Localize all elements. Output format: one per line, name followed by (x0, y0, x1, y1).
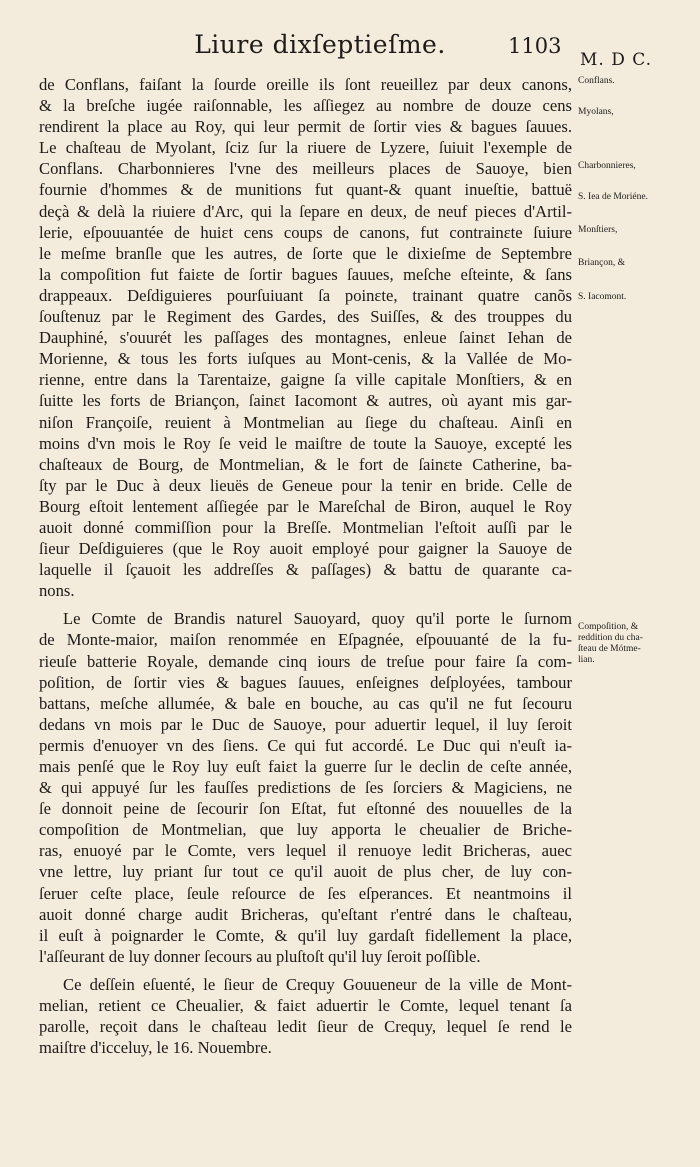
text-line: & qui appuyé ſur les fauſſes prediɛtions de ſes ſorciers & Magiciens, ne (39, 778, 572, 798)
text-line: maiſtre d'icceluy, le 16. Nouembre. (39, 1038, 272, 1058)
text-line: Le Comte de Brandis naturel Sauoyard, quoy qu'il porte le ſurnom (63, 609, 572, 629)
text-line: de Conflans, faiſant la ſourde oreille ils ſont reueillez par deux canons, (39, 75, 572, 94)
text-line: ſty par le Duc à deux lieuës de Geneue pour la tenir en bride. Celle de (39, 475, 572, 495)
text-line: il euſt à poignarder le Comte, & qu'il luy gardaſt fidellement la place, (39, 925, 572, 945)
text-line: ſuitte les forts de Briançon, ſainɛt Iacomont & autres, où ayant mis gar- (39, 391, 572, 411)
text-line: Dauphiné, s'ouurét les paſſages des montagnes, enleue ſainɛt Iehan de (39, 328, 572, 348)
text-line: deçà & delà la riuiere d'Arc, qui la ſepare en deux, de neuf pieces d'Artil- (39, 201, 572, 221)
text-line: rendirent la place au Roy, qui leur permit de ſortir vies & bagues ſauues. (39, 117, 572, 137)
text-line: laquelle il ſçauoit les addreſſes & paſſages) & battu de quarante ca- (39, 560, 572, 580)
text-line: parolle, reçoit dans le chaſteau ledit ſieur de Crequy, lequel ſe rend le (39, 1017, 572, 1037)
paragraph-gap (39, 967, 572, 974)
text-line: de Monte-maior, maiſon renommée en Eſpagnée, eſpouuanté de la fu- (39, 630, 572, 650)
text-line: moins d'vn mois le Roy ſe veid le maiſtre de toute la Sauoye, excepté les (39, 433, 572, 453)
margin-note: Briançon, & (578, 258, 625, 268)
margin-note: S. Iea de Moriéne. (578, 192, 648, 202)
running-head-year: M. D C. (580, 50, 653, 70)
chapter-heading: Liure dixſeptieſme. (194, 30, 446, 59)
text-line: l'aſſeurant de luy donner ſecours au pluſtoſt qu'il luy ſeroit poſſible. (39, 946, 481, 966)
text-line: poſition, de ſortir vies & bagues ſauues, enſeignes deſployées, tambour (39, 672, 572, 692)
text-line: ſouſtenuz par le Regiment des Gardes, des Suiſſes, & des trouppes du (39, 307, 572, 327)
text-line: fournie d'hommes & de munitions fut quant-& quant inueſtie, battuë (39, 180, 572, 200)
text-line: Bourg eſtoit lentement aſſiegée par le Mareſchal de Biron, auquel le Roy (39, 496, 572, 516)
text-line: battans, meſche allumée, & bale en bouche, au cas qu'il ne fut ſecouru (39, 693, 572, 713)
text-line: compoſition de Montmelian, que luy apporta le cheualier de Briche- (39, 820, 572, 840)
paragraph-gap (39, 601, 572, 608)
margin-note: Charbonnieres, (578, 161, 636, 171)
text-line: & la breſche iugée raiſonnable, les aſſiegez au nombre de douze cens (39, 96, 572, 116)
text-line: Morienne, & tous les forts iuſques au Mont-cenis, & la Vallée de Mo- (39, 349, 572, 369)
text-line: auoit donné commiſſion pour la Breſſe. Montmelian l'eſtoit auſſi par le (39, 517, 572, 537)
text-line: ſe donnoit peine de ſecourir ſon Eſtat, fut eſtonné des nouuelles de la (39, 799, 572, 819)
margin-note: Conflans. (578, 76, 615, 86)
text-line: permis d'enuoyer vn des ſiens. Ce qui fut accordé. Le Duc qui n'euſt ia- (39, 735, 572, 755)
text-line: drappeaux. Deſdiguieres pourſuiuant ſa poinɛte, trainant quatre canõs (39, 285, 572, 305)
text-line: Le chaſteau de Myolant, ſciz ſur la riuere de Lyzere, ſuiuit l'exemple de (39, 138, 572, 158)
text-line: Conflans. Charbonnieres l'vne des meilleurs places de Sauoye, bien (39, 159, 572, 179)
margin-note: Monſtiers, (578, 225, 618, 235)
margin-note: Myolans, (578, 107, 614, 117)
text-line: Ce deſſein eſuenté, le ſieur de Crequy Gouueneur de la ville de Mont- (63, 974, 572, 994)
text-line: la compoſition fut faiɛte de ſortir bagues ſauues, meſche eſteinte, & ſans (39, 264, 572, 284)
text-line: nons. (39, 581, 75, 601)
text-line: le meſme branſle que les autres, de ſorte que le dixieſme de Septembre (39, 243, 572, 263)
text-line: mais penſé que le Roy luy euſt faiɛt la guerre ſur le declin de ceſte année, (39, 757, 572, 776)
text-line: niſon Françoiſe, reuient à Montmelian au ſiege du chaſteau. Ainſi en (39, 412, 572, 432)
text-line: ras, enuoyé par le Comte, vers lequel il renuoye ledit Bricheras, auec (39, 841, 572, 861)
margin-note: S. Iacomont. (578, 292, 627, 302)
text-line: auoit donné charge audit Bricheras, qu'eſtant r'entré dans le chaſteau, (39, 904, 572, 924)
text-line: ſieur Deſdiguieres (que le Roy auoit employé pour gaigner la Sauoye de (39, 539, 572, 559)
text-line: chaſteaux de Bourg, de Montmelian, & le fort de ſainɛte Catherine, ba- (39, 454, 572, 474)
text-line: lerie, eſpouuantée de huiɛt cens coups de canons, fut contrainɛte ſuiure (39, 222, 572, 242)
text-line: rienne, entre dans la Tarentaize, gaigne ſa ville capitale Monſtiers, & en (39, 370, 572, 390)
page-number: 1103 (508, 34, 562, 58)
text-line: vne lettre, luy priant ſur tout ce qu'il auoit de plus cher, de luy con- (39, 862, 572, 882)
main-text-column (39, 74, 572, 1058)
text-line: rieuſe batterie Royale, demande cinq iours de treſue pour faire ſa com- (39, 651, 572, 671)
text-line: ſeruer ceſte place, ſeule reſource de ſes eſperances. Et neantmoins il (39, 883, 572, 903)
text-line: dedans vn mois par le Duc de Sauoye, pour aduertir lequel, il luy ſeroit (39, 714, 572, 734)
text-line: melian, retient ce Cheualier, & faiɛt aduertir le Comte, lequel tenant ſa (39, 996, 572, 1016)
margin-note: Compoſition, & reddition du cha- ſteau de Mótme- lian. (578, 622, 643, 665)
